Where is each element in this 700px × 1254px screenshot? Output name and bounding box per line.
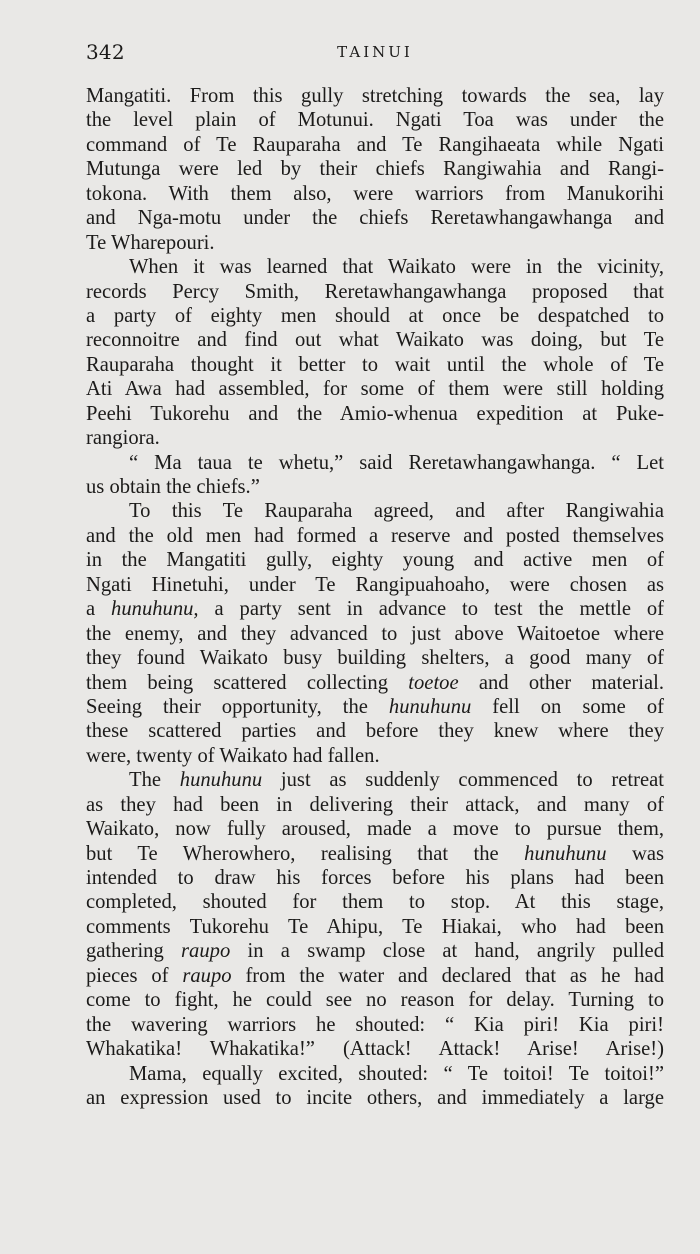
text-fragment: but Te Wherowhero, realising that the <box>86 842 499 865</box>
text-line: Ati Awa had assembled, for some of them were still holding <box>86 378 664 401</box>
body-text <box>86 84 664 1110</box>
text-fragment: fell on some of <box>492 695 664 718</box>
text-line: completed, shouted for them to stop. At this stage, <box>86 891 664 914</box>
text-fragment: from the water and declared that as he had <box>245 964 664 987</box>
italic-term: raupo <box>181 940 231 963</box>
text-line: they found Waikato busy building shelters, a good many of <box>86 647 664 670</box>
text-line: Whakatika! Whakatika!” (Attack! Attack! Arise! Arise!) <box>86 1038 664 1061</box>
text-line: as they had been in delivering their attack, and many of <box>86 793 664 816</box>
text-line: intended to draw his forces before his plans had been <box>86 867 664 889</box>
text-fragment: them being scattered collecting <box>86 671 389 694</box>
page-header <box>86 40 664 68</box>
text-line <box>86 964 664 988</box>
text-line: and the old men had formed a reserve and posted themselves <box>86 524 664 547</box>
italic-term: toetoe <box>408 671 459 694</box>
text-line: reconnoitre and find out what Waikato was doing, but Te <box>86 329 664 352</box>
text-line <box>86 695 664 719</box>
text-line: “ Ma taua te whetu,” said Reretawhangawhanga. “ Let <box>129 451 664 474</box>
text-line: command of Te Rauparaha and Te Rangihaeata while Ngati <box>86 133 664 156</box>
text-line: rangiora. <box>86 427 160 450</box>
text-fragment: in a swamp close at hand, angrily pulled <box>247 940 664 963</box>
text-line: Ngati Hinetuhi, under Te Rangipuahoaho, were chosen as <box>86 573 664 596</box>
text-line <box>86 768 664 792</box>
text-fragment: Seeing their opportunity, the <box>86 695 368 718</box>
text-line: To this Te Rauparaha agreed, and after Rangiwahia <box>129 500 664 523</box>
text-line <box>86 597 664 621</box>
text-line: Mangatiti. From this gully stretching towards the sea, lay <box>86 85 664 107</box>
text-line: the enemy, and they advanced to just above Waitoetoe where <box>86 622 664 645</box>
text-line: records Percy Smith, Reretawhangawhanga proposed that <box>86 280 664 303</box>
italic-term: hunuhunu <box>179 769 263 792</box>
text-line: a party of eighty men should at once be despatched to <box>86 304 664 327</box>
text-fragment: a party sent in advance to test the mettle of <box>214 598 664 621</box>
italic-term: hunuhunu, <box>111 598 199 621</box>
text-fragment: The <box>129 769 162 792</box>
text-line: comments Tukorehu Te Ahipu, Te Hiakai, who had been <box>86 915 664 938</box>
text-fragment: pieces of <box>86 964 169 987</box>
text-line <box>86 939 664 963</box>
text-line <box>86 671 664 695</box>
text-fragment: a <box>86 598 96 621</box>
text-fragment: just as suddenly commenced to retreat <box>280 769 664 792</box>
text-line: and Nga-motu under the chiefs Reretawhangawhanga and <box>86 207 664 230</box>
text-line: in the Mangatiti gully, eighty young and active men of <box>86 549 664 572</box>
text-line: the level plain of Motunui. Ngati Toa was under the <box>86 109 664 132</box>
text-line: Peehi Tukorehu and the Amio-whenua expedition at Puke- <box>86 402 664 425</box>
text-line: the wavering warriors he shouted: “ Kia piri! Kia piri! <box>86 1013 664 1036</box>
text-line: Mutunga were led by their chiefs Rangiwahia and Rangi- <box>86 158 664 181</box>
text-line: these scattered parties and before they knew where they <box>86 720 664 743</box>
text-line: come to fight, he could see no reason for delay. Turning to <box>86 989 664 1012</box>
text-fragment: gathering <box>86 940 164 963</box>
italic-term: hunuhunu <box>524 842 607 865</box>
text-line: Rauparaha thought it better to wait until the whole of Te <box>86 353 664 376</box>
text-line: were, twenty of Waikato had fallen. <box>86 744 380 767</box>
text-line: When it was learned that Waikato were in the vicinity, <box>129 256 664 279</box>
text-fragment: and other material. <box>478 671 664 694</box>
text-line: Te Wharepouri. <box>86 231 215 254</box>
running-title: TAINUI <box>337 43 413 61</box>
text-line: tokona. With them also, were warriors from Manukorihi <box>86 182 664 205</box>
text-line: us obtain the chiefs.” <box>86 476 260 498</box>
text-line: Waikato, now fully aroused, made a move to pursue them, <box>86 818 664 841</box>
italic-term: hunuhunu <box>388 695 472 718</box>
text-line: Mama, equally excited, shouted: “ Te toitoi! Te toitoi!” <box>129 1062 664 1085</box>
text-line: an expression used to incite others, and immediately a large <box>86 1086 664 1109</box>
text-fragment: was <box>631 842 664 865</box>
italic-term: raupo <box>182 964 232 987</box>
text-line <box>86 842 664 866</box>
page-number: 342 <box>86 40 125 64</box>
